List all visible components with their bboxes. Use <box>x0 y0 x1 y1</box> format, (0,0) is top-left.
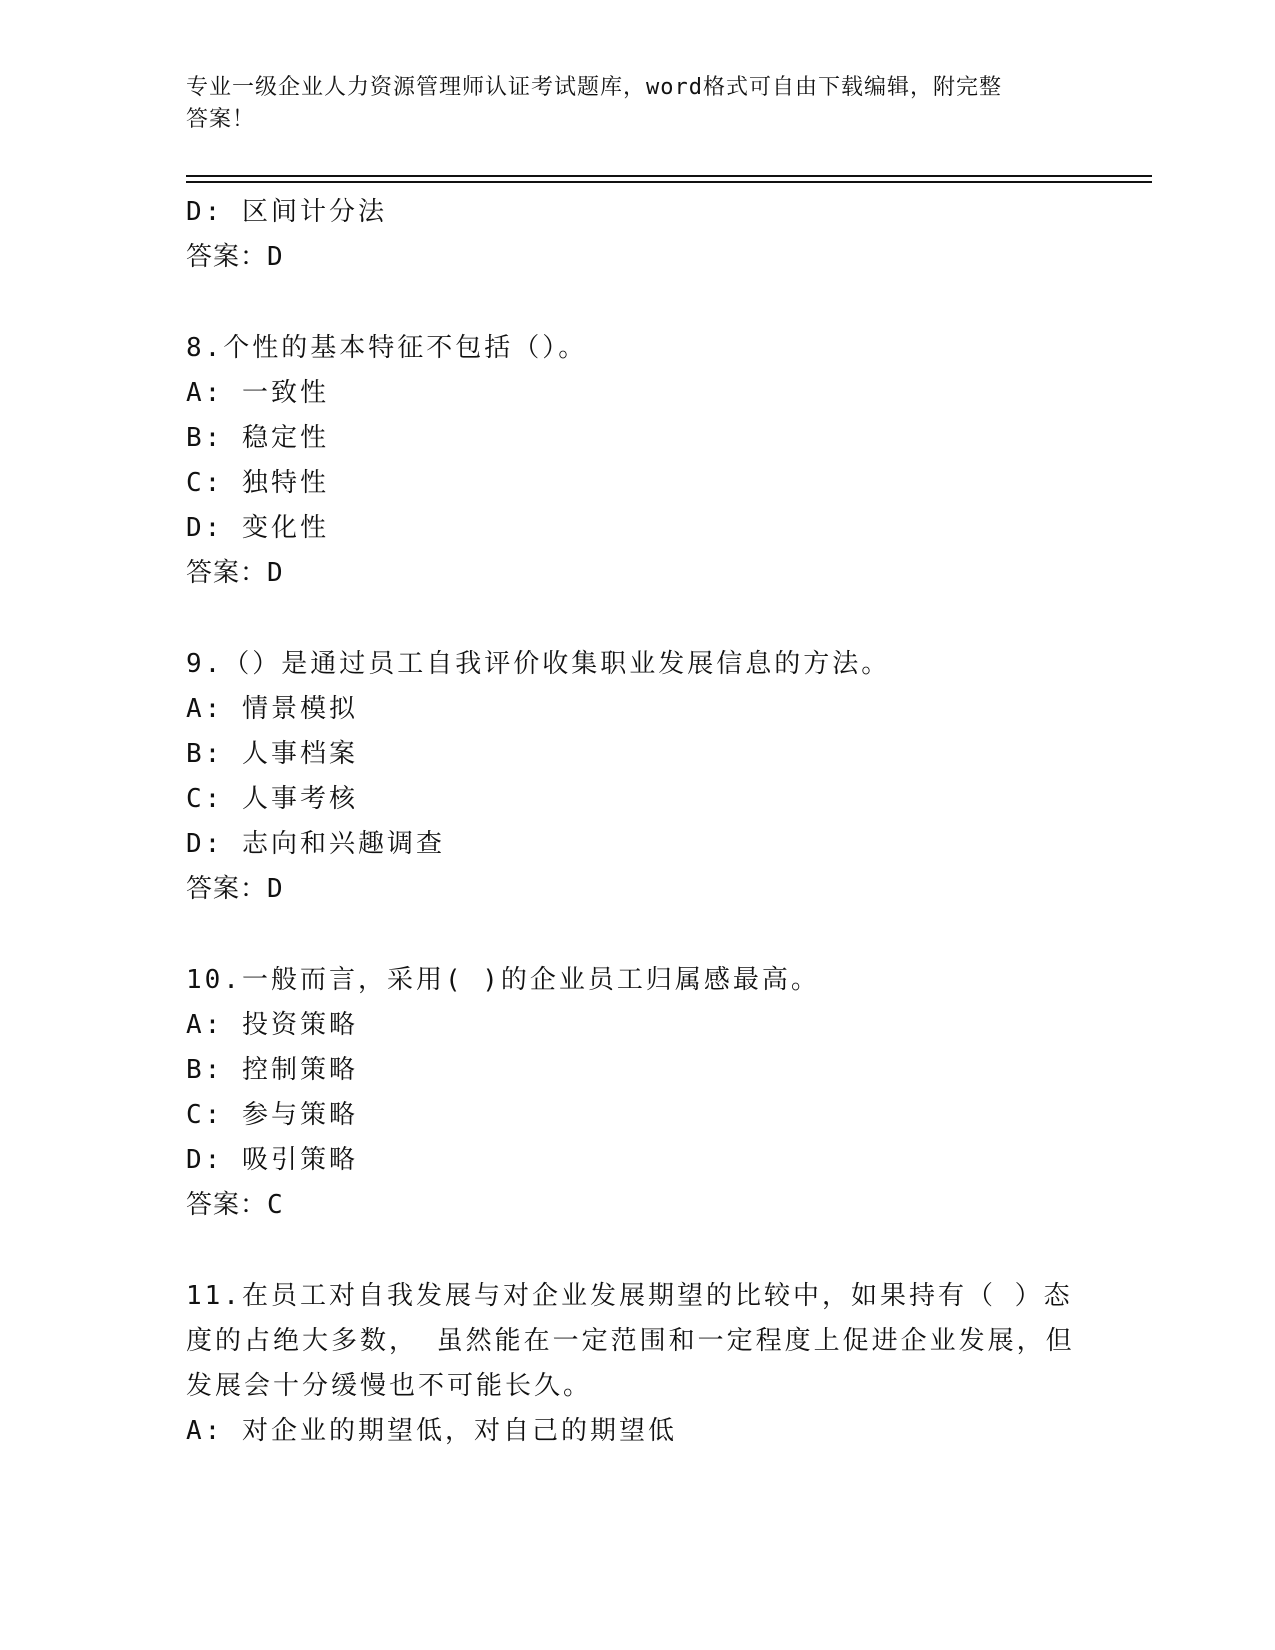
option-b: B: 控制策略 <box>186 1055 358 1085</box>
answer-line: 答案：C <box>186 1190 284 1220</box>
option-d: D: 吸引策略 <box>186 1145 358 1175</box>
question-text: 9.（）是通过员工自我评价收集职业发展信息的方法。 <box>186 649 891 679</box>
question-text: 10.一般而言，采用( )的企业员工归属感最高。 <box>186 965 820 995</box>
option-d: D: 变化性 <box>186 513 329 543</box>
question-text: 8.个性的基本特征不包括（）。 <box>186 333 588 363</box>
question-text-line-1: 11.在员工对自我发展与对企业发展期望的比较中，如果持有（ ）态 <box>186 1281 1073 1311</box>
option-a: A: 一致性 <box>186 378 329 408</box>
document-header <box>186 72 1066 136</box>
option-a: A: 对企业的期望低，对自己的期望低 <box>186 1416 677 1446</box>
question-11 <box>186 1274 1086 1454</box>
header-line-1: 专业一级企业人力资源管理师认证考试题库，word格式可自由下载编辑，附完整 <box>186 75 1002 100</box>
question-10 <box>186 958 1086 1228</box>
answer-line: 答案：D <box>186 874 284 904</box>
question-list <box>186 190 1086 1454</box>
option-d: D: 志向和兴趣调查 <box>186 829 445 859</box>
answer-line: 答案：D <box>186 242 284 272</box>
option-b: B: 稳定性 <box>186 423 329 453</box>
answer-line: 答案：D <box>186 558 284 588</box>
question-text-line-2: 度的占绝大多数， 虽然能在一定范围和一定程度上促进企业发展，但 <box>186 1326 1075 1356</box>
header-rule-bottom <box>186 181 1152 183</box>
option-c: C: 人事考核 <box>186 784 358 814</box>
question-text-line-3: 发展会十分缓慢也不可能长久。 <box>186 1371 593 1401</box>
option-b: B: 人事档案 <box>186 739 358 769</box>
header-line-2: 答案！ <box>186 107 256 132</box>
option-a: A: 投资策略 <box>186 1010 358 1040</box>
question-9 <box>186 642 1086 912</box>
option-c: C: 独特性 <box>186 468 329 498</box>
question-8 <box>186 326 1086 596</box>
header-rule-top <box>186 175 1152 177</box>
option-a: A: 情景模拟 <box>186 694 358 724</box>
option-c: C: 参与策略 <box>186 1100 358 1130</box>
option-d: D: 区间计分法 <box>186 197 387 227</box>
